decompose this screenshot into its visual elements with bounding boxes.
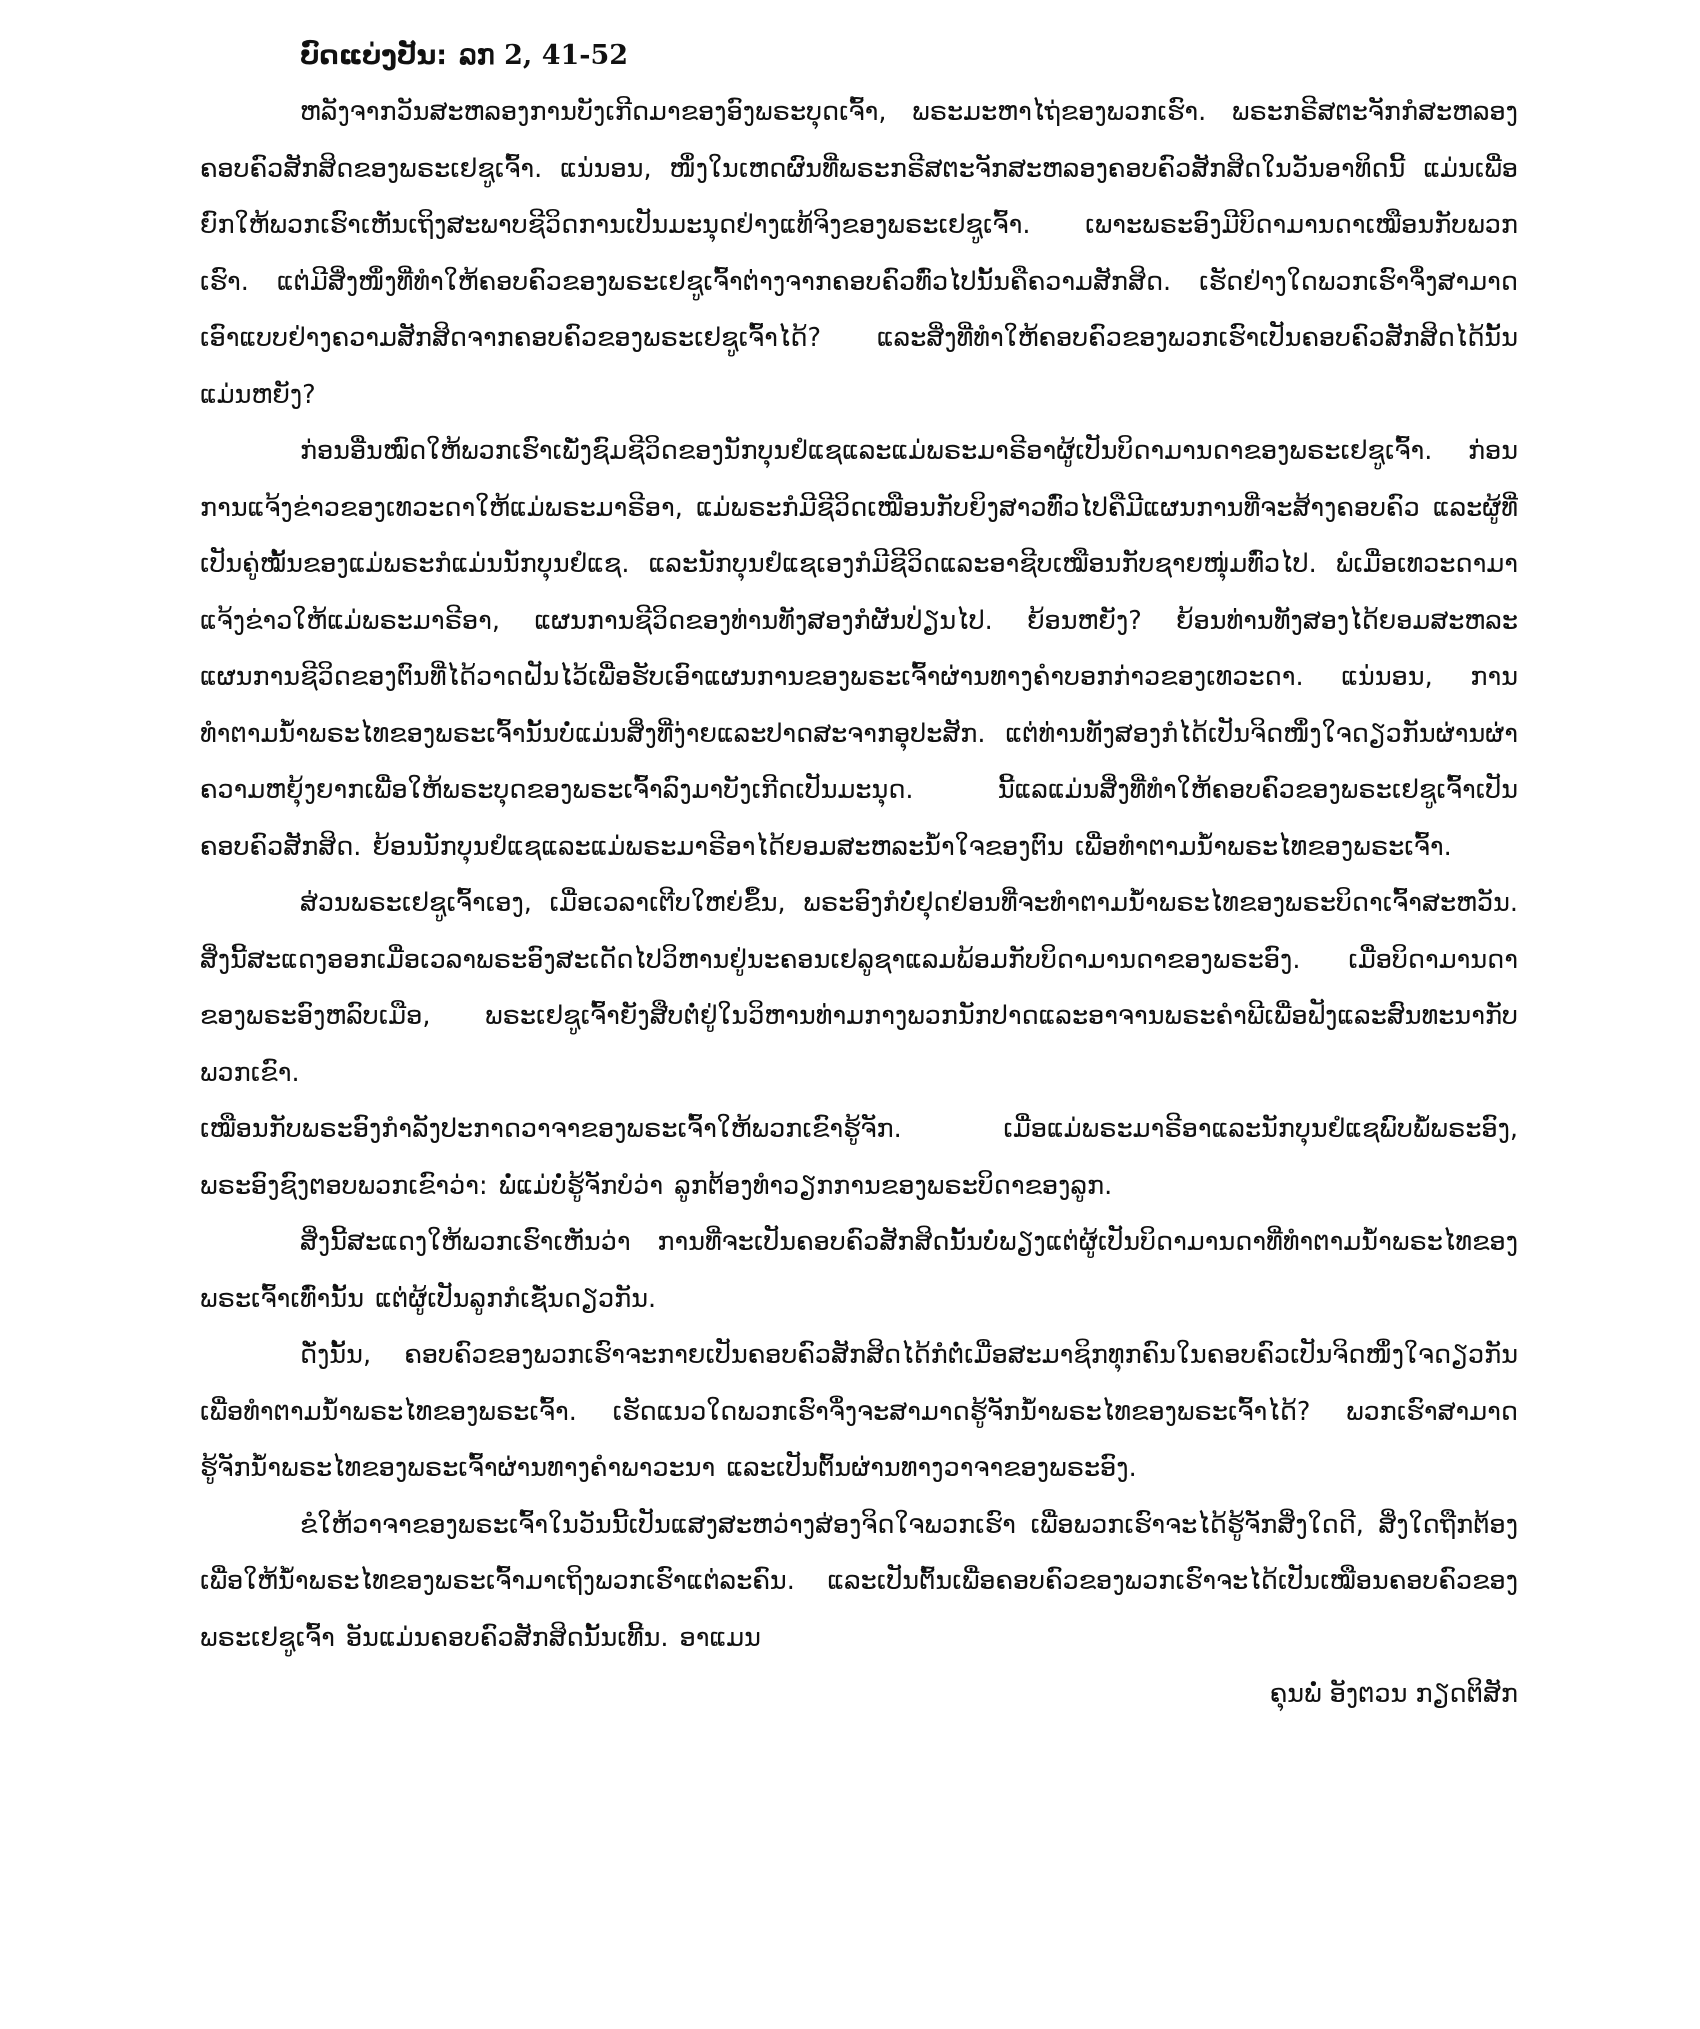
heading-title: ບົດແບ່ງປັນ: — [300, 40, 448, 71]
paragraph-3: ສ່ວນພຣະເຢຊູເຈົ້າເອງ, ເມື່ອເວລາເຕີບໃຫຍ່ຂຶ້ນ, ພຣະອົງກໍບໍ່ຢຸດຢ່ອນທີ່ຈະທຳຕາມນ້ຳພຣະໄທຂອງພຣະບິດາເຈົ້າສະຫວັນ. ສິ່ງນີ້ສະແດງອອກເມື່ອເວລາພຣະອົງສະເດັດໄປວິຫານຢູ່ນະຄອນເຢລູຊາແລມພ້ອມກັບບິດາມານດາຂອງພຣະອົງ. ເມື່ອບິດາມານດາຂອງພຣະອົງຫລົບເມືອ, ພຣະເຢຊູເຈົ້າຍັງສືບຕໍ່ຢູ່ໃນວິຫານທ່າມກາງພວກນັກປາດແລະອາຈານພຣະຄຳພີເພື່ອຟັງແລະສົນທະນາກັບພວກເຂົາ. — [200, 888, 1518, 1088]
paragraph-7: ຂໍໃຫ້ວາຈາຂອງພຣະເຈົ້າໃນວັນນີ້ເປັນແສງສະຫວ່າງສ່ອງຈິດໃຈພວກເຮົາ ເພື່ອພວກເຮົາຈະໄດ້ຮູ້ຈັກສິ່ງໃດດີ, ສິ່ງໃດຖືກຕ້ອງ ເພື່ອໃຫ້ນ້ຳພຣະໄທຂອງພຣະເຈົ້າມາເຖິງພວກເຮົາແຕ່ລະຄົນ. ແລະເປັນຕົ້ນເພື່ອຄອບຄົວຂອງພວກເຮົາຈະໄດ້ເປັນເໝືອນຄອບຄົວຂອງພຣະເຢຊູເຈົ້າ ອັນແມ່ນຄອບຄົວສັກສິດນັ້ນເທີ້ນ. ອາແມນ — [200, 1509, 1518, 1653]
paragraph-2: ກ່ອນອື່ນໝົດໃຫ້ພວກເຮົາເພັ່ງຊົມຊີວິດຂອງນັກບຸນຢໍແຊແລະແມ່ພຣະມາຣີອາຜູ້ເປັນບິດາມານດາຂອງພຣະເຢຊູເຈົ້າ. ກ່ອນການແຈ້ງຂ່າວຂອງເທວະດາໃຫ້ແມ່ພຣະມາຣີອາ, ແມ່ພຣະກໍມີຊີວິດເໝືອນກັບຍິງສາວທົ່ວໄປຄືມີແຜນການທີ່ຈະສ້າງຄອບຄົວ ແລະຜູ້ທີ່ເປັນຄູ່ໝັ້ນຂອງແມ່ພຣະກໍແມ່ນນັກບຸນຢໍແຊ. ແລະນັກບຸນຢໍແຊເອງກໍມີຊີວິດແລະອາຊີບເໝືອນກັບຊາຍໜຸ່ມທົ່ວໄປ. ພໍເມື່ອເທວະດາມາແຈ້ງຂ່າວໃຫ້ແມ່ພຣະມາຣີອາ, ແຜນການຊີວິດຂອງທ່ານທັງສອງກໍຜັນປ່ຽນໄປ. ຍ້ອນຫຍັງ? ຍ້ອນທ່ານທັງສອງໄດ້ຍອມສະຫລະແຜນການຊີວິດຂອງຕົນທີ່ໄດ້ວາດຝັນໄວ້ເພື່ອຮັບເອົາແຜນການຂອງພຣະເຈົ້າຜ່ານທາງຄຳບອກກ່າວຂອງເທວະດາ. ແນ່ນອນ, ການທຳຕາມນ້ຳພຣະໄທຂອງພຣະເຈົ້ານັ້ນບໍ່ແມ່ນສິ່ງທີ່ງ່າຍແລະປາດສະຈາກອຸປະສັກ. ແຕ່ທ່ານທັງສອງກໍໄດ້ເປັນຈິດໜຶ່ງໃຈດຽວກັນຜ່ານຜ່າຄວາມຫຍຸ້ງຍາກເພື່ອໃຫ້ພຣະບຸດຂອງພຣະເຈົ້າລົງມາບັງເກີດເປັນມະນຸດ. ນີ້ແລແມ່ນສິ່ງທີ່ທຳໃຫ້ຄອບຄົວຂອງພຣະເຢຊູເຈົ້າເປັນຄອບຄົວສັກສິດ. ຍ້ອນນັກບຸນຢໍແຊແລະແມ່ພຣະມາຣີອາໄດ້ຍອມສະຫລະນ້ຳໃຈຂອງຕົນ ເພື່ອທຳຕາມນ້ຳພຣະໄທຂອງພຣະເຈົ້າ. — [200, 436, 1518, 862]
paragraph-4: ເໝືອນກັບພຣະອົງກຳລັງປະກາດວາຈາຂອງພຣະເຈົ້າໃຫ້ພວກເຂົາຮູ້ຈັກ. ເມື່ອແມ່ພຣະມາຣີອາແລະນັກບຸນຢໍແຊພົບພໍ້ພຣະອົງ, ພຣະອົງຊົງຕອບພວກເຂົາວ່າ: ພໍ່ແມ່ບໍ່ຮູ້ຈັກບໍວ່າ ລູກຕ້ອງທຳວຽກການຂອງພຣະບິດາຂອງລູກ. — [200, 1114, 1518, 1201]
heading — [300, 28, 1518, 84]
author-signature: ຄຸນພໍ່ ອັງຕວນ ກຽດຕິສັກ — [1269, 1679, 1518, 1709]
document-page — [200, 28, 1518, 1722]
scripture-reference: ລກ 2, 41-52 — [459, 40, 629, 71]
paragraph-6: ດັ່ງນັ້ນ, ຄອບຄົວຂອງພວກເຮົາຈະກາຍເປັນຄອບຄົວສັກສິດໄດ້ກໍຕໍ່ເມື່ອສະມາຊິກທຸກຄົນໃນຄອບຄົວເປັນຈິດໜຶ່ງໃຈດຽວກັນເພື່ອທຳຕາມນ້ຳພຣະໄທຂອງພຣະເຈົ້າ. ເຮັດແນວໃດພວກເຮົາຈຶ່ງຈະສາມາດຮູ້ຈັກນ້ຳພຣະໄທຂອງພຣະເຈົ້າໄດ້? ພວກເຮົາສາມາດຮູ້ຈັກນ້ຳພຣະໄທຂອງພຣະເຈົ້າຜ່ານທາງຄຳພາວະນາ ແລະເປັນຕົ້ນຜ່ານທາງວາຈາຂອງພຣະອົງ. — [200, 1340, 1518, 1483]
paragraph-5: ສິ່ງນີ້ສະແດງໃຫ້ພວກເຮົາເຫັນວ່າ ການທີ່ຈະເປັນຄອບຄົວສັກສິດນັ້ນບໍ່ພຽງແຕ່ຜູ້ເປັນບິດາມານດາທີ່ທຳຕາມນ້ຳພຣະໄທຂອງພຣະເຈົ້າເທົ່ານັ້ນ ແຕ່ຜູ້ເປັນລູກກໍເຊັ່ນດຽວກັນ. — [200, 1227, 1518, 1314]
paragraph-1: ຫລັງຈາກວັນສະຫລອງການບັງເກີດມາຂອງອົງພຣະບຸດເຈົ້າ, ພຣະມະຫາໄຖ່ຂອງພວກເຮົາ. ພຣະກຣີສຕະຈັກກໍສະຫລອງຄອບຄົວສັກສິດຂອງພຣະເຢຊູເຈົ້າ. ແນ່ນອນ, ໜຶ່ງໃນເຫດຜົນທີ່ພຣະກຣີສຕະຈັກສະຫລອງຄອບຄົວສັກສິດໃນວັນອາທິດນີ້ ແມ່ນເພື່ອຍົກໃຫ້ພວກເຮົາເຫັນເຖິງສະພາບຊີວິດການເປັນມະນຸດຢ່າງແທ້ຈິງຂອງພຣະເຢຊູເຈົ້າ. ເພາະພຣະອົງມີບິດາມານດາເໝືອນກັບພວກເຮົາ. ແຕ່ມີສິ່ງໜຶ່ງທີ່ທຳໃຫ້ຄອບຄົວຂອງພຣະເຢຊູເຈົ້າຕ່າງຈາກຄອບຄົວທົ່ວໄປນັ້ນຄືຄວາມສັກສິດ. ເຮັດຢ່າງໃດພວກເຮົາຈຶ່ງສາມາດເອົາແບບຢ່າງຄວາມສັກສິດຈາກຄອບຄົວຂອງພຣະເຢຊູເຈົ້າໄດ້? ແລະສິ່ງທີ່ທຳໃຫ້ຄອບຄົວຂອງພວກເຮົາເປັນຄອບຄົວສັກສິດໄດ້ນັ້ນແມ່ນຫຍັງ? — [200, 97, 1518, 410]
